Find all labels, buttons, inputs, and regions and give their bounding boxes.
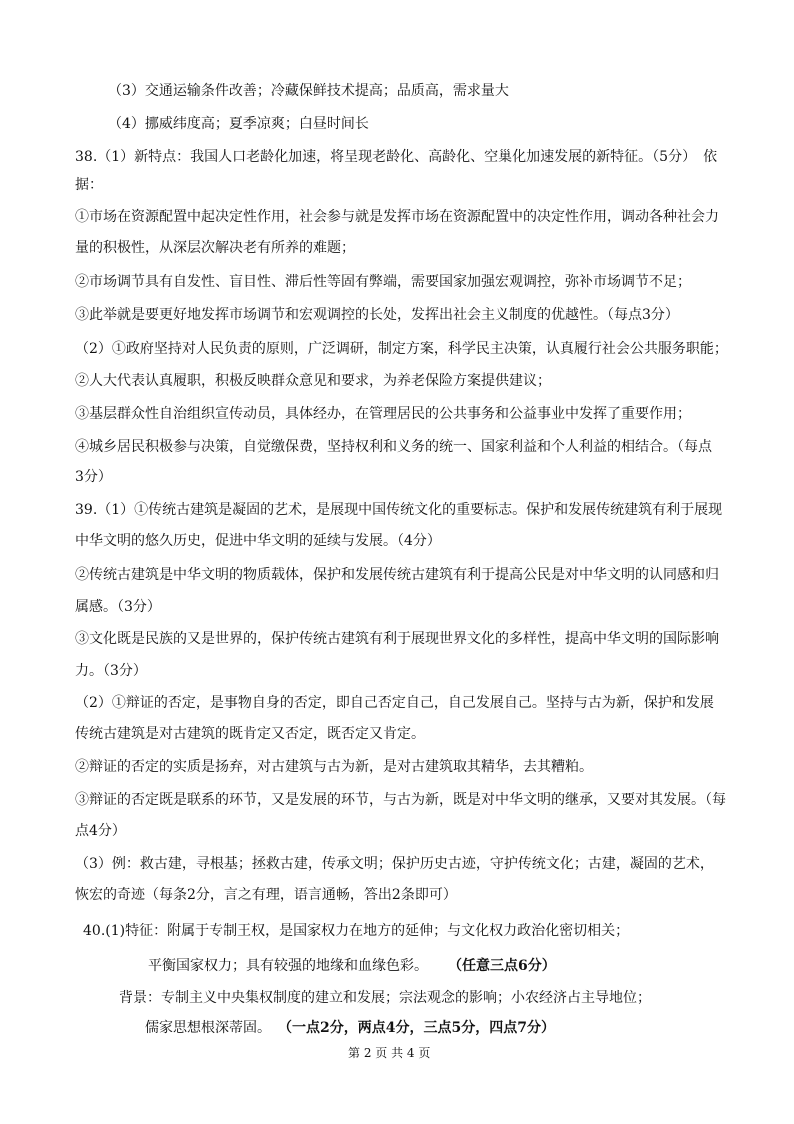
answer-line: 点4分） <box>75 823 126 839</box>
answer-line: ②传统古建筑是中华文明的物质载体，保护和发展传统古建筑有利于提高公民是对中华文明的认同感和归 <box>75 567 719 583</box>
answer-line: 39.（1）①传统古建筑是凝固的艺术，是展现中国传统文化的重要标志。保护和发展传统建筑有利于展现 <box>75 502 723 518</box>
answer-line: 属感。（3分） <box>75 599 161 615</box>
answer-line: 40.(1)特征：附属于专制王权，是国家权力在地方的延伸；与文化权力政治化密切相关； <box>83 923 630 939</box>
answer-line: 恢宏的奇迹（每条2分，言之有理，语言通畅，答出2条即可） <box>75 887 457 903</box>
answer-line: ③辩证的否定既是联系的环节，又是发展的环节，与古为新，既是对中华文明的继承，又要对其发展。（每 <box>75 792 726 808</box>
answer-line: （3）交通运输条件改善；冷藏保鲜技术提高；品质高，需求量大 <box>108 83 509 99</box>
score-note: （一点2分，两点4分，三点5分，四点7分） <box>278 1020 555 1036</box>
answer-line: ③基层群众性自治组织宣传动员，具体经办，在管理居民的公共事务和公益事业中发挥了重要作用； <box>75 406 691 422</box>
page-number: 第 2 页 共 4 页 <box>348 1046 431 1060</box>
score-note: （任意三点6分） <box>448 958 556 974</box>
answer-line: ④城乡居民积极参与决策，自觉缴保费，坚持权利和义务的统一、国家利益和个人利益的相结合。（每点 <box>75 439 712 455</box>
answer-line: ②辩证的否定的实质是扬弃，对古建筑与古为新，是对古建筑取其精华，去其糟粕。 <box>75 759 593 775</box>
answer-line: 传统古建筑是对古建筑的既肯定又否定，既否定又肯定。 <box>75 726 425 742</box>
answer-line: 背景：专制主义中央集权制度的建立和发展；宗法观念的影响；小农经济占主导地位； <box>119 990 651 1006</box>
answer-line: 儒家思想根深蒂固。 <box>145 1020 271 1036</box>
answer-line: ①市场在资源配置中起决定性作用，社会参与就是发挥市场在资源配置中的决定性作用，调动各种社会力 <box>75 209 719 225</box>
answer-line: 38.（1）新特点：我国人口老龄化加速，将呈现老龄化、高龄化、空巢化加速发展的新特征。（5分） 依 <box>75 149 718 165</box>
answer-line: （2）①辩证的否定，是事物自身的否定，即自己否定自己，自己发展自己。坚持与古为新，保护和发展 <box>75 695 714 711</box>
answer-line: 3分） <box>75 469 112 485</box>
answer-line: （3）例：救古建，寻根基；拯救古建，传承文明；保护历史古迹，守护传统文化；古建，凝固的艺术， <box>75 856 714 872</box>
answer-line: 据： <box>75 177 103 193</box>
answer-line: ②人大代表认真履职，积极反映群众意见和要求，为养老保险方案提供建议； <box>75 373 551 389</box>
answer-line: （2）①政府坚持对人民负责的原则，广泛调研，制定方案，科学民主决策，认真履行社会公共服务职能； <box>75 341 728 357</box>
answer-line: ③此举就是要更好地发挥市场调节和宏观调控的长处，发挥出社会主义制度的优越性。（每点3分） <box>75 307 679 323</box>
answer-line: 平衡国家权力；具有较强的地缘和血缘色彩。 <box>148 958 428 974</box>
answer-line: 力。（3分） <box>75 663 147 679</box>
answer-line: ②市场调节具有自发性、盲目性、滞后性等固有弊端，需要国家加强宏观调控，弥补市场调节不足； <box>75 274 691 290</box>
answer-line: 中华文明的悠久历史，促进中华文明的延续与发展。（4分） <box>75 533 441 549</box>
answer-line: （4）挪威纬度高；夏季凉爽；白昼时间长 <box>108 116 369 132</box>
answer-line: 量的积极性，从深层次解决老有所养的难题； <box>75 240 355 256</box>
answer-line: ③文化既是民族的又是世界的，保护传统古建筑有利于展现世界文化的多样性，提高中华文明的国际影响 <box>75 631 719 647</box>
